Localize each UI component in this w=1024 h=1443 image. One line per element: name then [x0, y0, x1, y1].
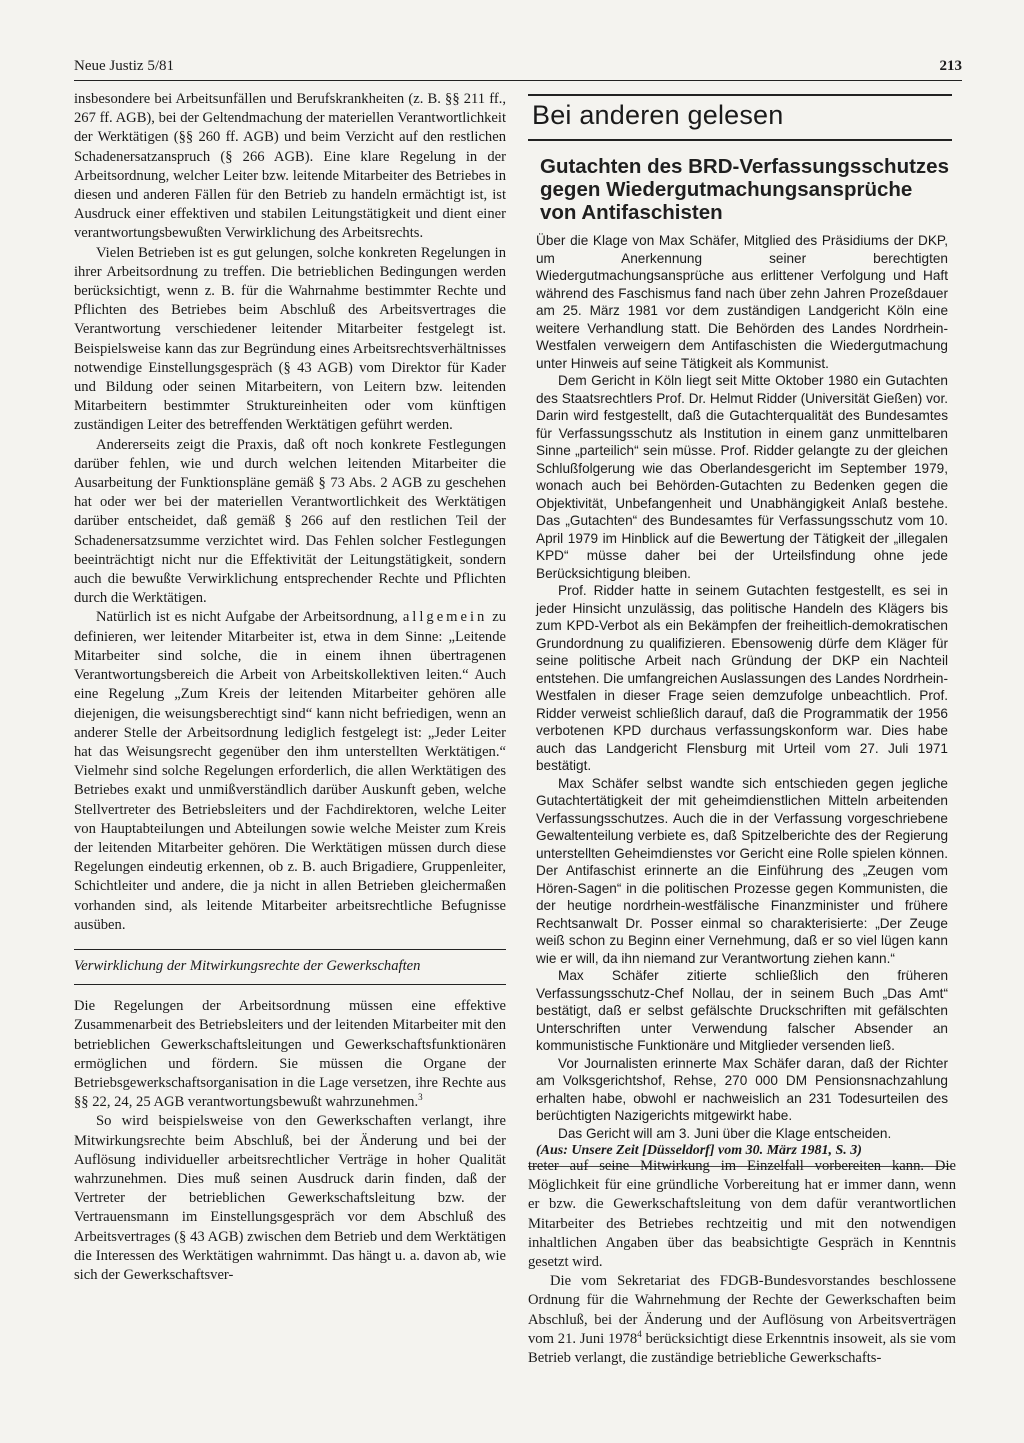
paragraph: insbesondere bei Arbeitsunfällen und Berufskrankheiten (z. B. §§ 211 ff., 267 ff. AGB), bei der Geltendmachung der materiellen Verantwortlichkeit der Werktätigen (§§ 260 ff. AGB) und beim Verzicht auf den restlichen Schadenersatzanspruch (§ 266 AGB). Eine klare Regelung in der Arbeitsordnung, welcher Leiter bzw. leitende Mitarbeiter des Betriebes in diesen und anderen Fällen für den Betrieb zu handeln ermächtigt ist, ist Ausdruck einer effektiven und stabilen Leitungstätigkeit und dient einer verantwortungsbewußten Verwirklichung des Arbeitsrechts.: [74, 91, 506, 242]
source-citation: (Aus: Unsere Zeit [Düsseldorf] vom 30. März 1981, S. 3): [536, 1143, 862, 1158]
page-header: [74, 56, 962, 81]
paragraph: [74, 997, 506, 1112]
paragraph: Über die Klage von Max Schäfer, Mitglied des Präsidiums der DKP, um Anerkennung seiner berechtigten Wiedergutmachungsansprüche aus erlittener Verfolgung und Haft während des Faschismus fand nach über zehn Jahren Prozeßdauer am 25. März 1981 vor dem zuständigen Landgericht Köln eine weitere Verhandlung statt. Die Behörden des Landes Nordrhein-Westfalen verweigern dem Antifaschisten die Wiedergutmachung unter Hinweis auf seine Tätigkeit als Kommunist.: [536, 233, 948, 371]
page-number: 213: [939, 58, 962, 74]
reading-box: [528, 94, 952, 1167]
paragraph: [528, 1272, 956, 1368]
footnote-marker: 4: [637, 1328, 642, 1339]
article-title: Gutachten des BRD-Verfassungsschutzes gegen Wiedergutmachungsansprüche von Antifaschisten: [540, 155, 949, 224]
paragraph: Dem Gericht in Köln liegt seit Mitte Oktober 1980 ein Gutachten des Staatsrechtlers Prof. Dr. Helmut Ridder (Universität Gießen) vor. Darin wird festgestellt, daß die Gutachterqualität des Bundesamtes für Verfassungsschutz als Institution in einem ganz unmittelbaren Sinne „parteilich“ sein müsse. Prof. Ridder gelangte zu der gleichen Schlußfolgerung wie das Oberlandesgericht im September 1979, wonach auch bei Behörden-Gutachten zu Bedenken gegen die Objektivität, Unbefangenheit und Unabhängigkeit Anlaß bestehe. Das „Gutachten“ des Bundesamtes für Verfassungsschutz vom 10. April 1979 im Hinblick auf die Bewertung der Tätigkeit der „illegalen KPD“ müsse daher bei der Urteilsfindung ohne jede Berücksichtigung bleiben.: [536, 373, 948, 581]
paragraph: [74, 608, 506, 934]
paragraph: Prof. Ridder hatte in seinem Gutachten festgestellt, es sei in jeder Hinsicht unzulässig, das politische Handeln des Klägers bis zum KPD-Verbot als ein Bekämpfen der freiheitlich-demokratischen Grundordnung zu qualifizieren. Ebensowenig dürfe dem Kläger für seine politische Arbeit nach Gründung der DKP ein Nachteil entstehen. Die umfangreichen Auslassungen des Landes Nordrhein-Westfalen in dieser Frage seien demzufolge unbeachtlich. Prof. Ridder verweist schließlich darauf, daß die Programmatik der 1956 verbotenen KPD durchaus verfassungskonform war. Dies habe auch das Landgericht Flensburg mit Urteil vom 27. Juli 1971 bestätigt.: [536, 583, 948, 773]
text-run: zu definieren, wer leitender Mitarbeiter ist, etwa in dem Sinne: „Leitende Mitarbeiter sind solche, die in einem ihnen übertragenen Verantwortungsbereich die Arbeit von Arbeitskollektiven leiten.“ Auch eine Regelung „Zum Kreis der leitenden Mitarbeiter gehören alle diejenigen, die weisungsberechtigt sind“ kann nicht befriedigen, wenn an anderer Stelle der Arbeitsordnung lediglich festgelegt ist: „Jeder Leiter hat das Weisungsrecht gegenüber den ihm unterstellten Werktätigen.“ Vielmehr sind solche Regelungen erforderlich, die allen Werktätigen des Betriebes exakt und unmißverständlich darüber Auskunft geben, welche Stellvertreter des Betriebsleiters und der Fachdirektoren, welche Leiter von Hauptabteilungen und Abteilungen sowie welche Meister zum Kreis der leitenden Mitarbeiter gehören. Die Werktätigen müssen durch diese Regelungen eindeutig erkennen, ob z. B. auch Brigadiere, Gruppenleiter, Schichtleiter und andere, die ja nicht in allen Betrieben gleichermaßen vorhanden sind, als leitende Mitarbeiter arbeitsrechtliche Befugnisse ausüben.: [74, 609, 506, 933]
box-heading: Bei anderen gelesen: [528, 94, 952, 141]
text-run: berücksichtigt diese Erkenntnis insoweit, als sie vom Betrieb verlangt, die zuständige betriebliche Gewerkschafts-: [528, 1330, 956, 1367]
paragraph: So wird beispielsweise von den Gewerkschaften verlangt, ihre Mitwirkungsrechte beim Abschluß, bei der Änderung und bei der Auflösung individueller arbeitsrechtlicher Verträge in hoher Qualität wahrzunehmen. Dies muß seinen Ausdruck darin finden, daß der Vertreter der betrieblichen Gewerkschaftsleitung bzw. der Vertrauensmann im Einstellungsgespräch vor dem Abschluß des Arbeitsvertrages (§ 43 AGB) zwischen dem Betrieb und dem Werktätigen die Interessen des Werktätigen wahrnimmt. Das hängt u. a. davon ab, wie sich der Gewerkschaftsver-: [74, 1113, 506, 1283]
right-column-bottom: [528, 1157, 956, 1368]
paragraph: treter auf seine Mitwirkung im Einzelfall vorbereiten kann. Die Möglichkeit für eine gründliche Vorbereitung hat er immer dann, wenn er bzw. die Gewerkschaftsleitung von dem dafür verantwortlichen Mitarbeiter des Betriebes rechtzeitig und mit den notwendigen inhaltlichen Angaben über das beabsichtigte Gespräch in Kenntnis gesetzt wird.: [528, 1158, 956, 1271]
text-run: Die Regelungen der Arbeitsordnung müssen eine effektive Zusammenarbeit des Betriebsleiters und der leitenden Mitarbeiter mit den betrieblichen Gewerkschaftsleitungen und Gewerkschaftsfunktionären ermöglichen und fördern. Sie müssen die Organe der Betriebsgewerkschaftsorganisation in die Lage versetzen, ihre Rechte aus §§ 22, 24, 25 AGB verantwortungsbewußt wahrzunehmen.: [74, 998, 506, 1111]
paragraph: Vor Journalisten erinnerte Max Schäfer daran, daß der Richter am Volksgerichtshof, Rehse, 270 000 DM Pensionsnachzahlung erhalten habe, obwohl er nachweislich an 231 Todesurteilen des berüchtigten Nazigerichts mitgewirkt habe.: [536, 1055, 948, 1123]
text-run: Die vom Sekretariat des FDGB-Bundesvorstandes beschlossene Ordnung für die Wahrnehmung der Rechte der Gewerkschaften beim Abschluß, bei der Änderung und der Auflösung von Arbeitsverträgen vom 21. Juni 1978: [528, 1273, 956, 1347]
text-run: Natürlich ist es nicht Aufgabe der Arbeitsordnung,: [96, 609, 403, 626]
paragraph: Andererseits zeigt die Praxis, daß oft noch konkrete Festlegungen darüber fehlen, wie und durch welchen leitenden Mitarbeiter die Ausarbeitung der Funktionspläne gemäß § 73 Abs. 2 AGB zu geschehen hat oder wer bei der materiellen Verantwortlichkeit des Werktätigen darüber entscheidet, daß gemäß § 266 auf den restlichen Teil der Schadenersatzsumme verzichtet wird. Das Fehlen solcher Festlegungen beeinträchtigt nicht nur die Effektivität der Leitungstätigkeit, sondern auch die bewußte Verwirklichung entsprechender Rechte und Pflichten durch die Werktätigen.: [74, 436, 506, 607]
paragraph: Das Gericht will am 3. Juni über die Klage entscheiden.: [558, 1125, 892, 1141]
journal-issue: Neue Justiz 5/81: [74, 58, 174, 74]
paragraph: Max Schäfer selbst wandte sich entschieden gegen jegliche Gutachtertätigkeit der mit geheimdienstlichen Mitteln arbeitenden Verfassungsschutzes. Auch die in der Verfassung vorgeschriebene Gewaltenteilung verbiete es, daß Spitzelberichte des der Regierung unterstellten Geheimdienstes vor Gericht eine Rolle spielen können. Der Antifaschist erinnerte an die Einführung des „Zeugen vom Hören-Sagen“ in die politischen Prozesse gegen Kommunisten, die der heutige nordrhein-westfälische Finanzminister und frühere Rechtsanwalt Dr. Posser einmal so charakterisierte: „Der Zeuge weiß schon zu Beginn einer Vernehmung, daß er so viel lügen kann wie er will, da ihn niemand zur Verantwortung ziehen kann.“: [536, 775, 948, 966]
paragraph: Vielen Betrieben ist es gut gelungen, solche konkreten Regelungen in ihrer Arbeitsordnung zu treffen. Die betrieblichen Bedingungen werden berücksichtigt, wenn z. B. für die Wahrnahme bestimmter Rechte und Pflichten des Betriebes beim Abschluß des Arbeitsvertrages die Verantwortung verschiedener leitender Mitarbeiter festgelegt ist. Beispielsweise kann das zur Begründung eines Arbeitsrechtsverhältnisses notwendige Einstellungsgespräch (§ 43 AGB) vom Direktor für Kader und Bildung oder seinen Mitarbeitern, von Leitern bzw. leitenden Mitarbeitern bestimmter Struktureinheiten oder vom künftigen zuständigen Leiter des betreffenden Werktätigen geführt werden.: [74, 244, 506, 434]
left-column: [74, 90, 506, 1285]
spaced-emphasis: allgemein: [402, 609, 488, 626]
section-heading: Verwirklichung der Mitwirkungsrechte der Gewerkschaften: [74, 949, 506, 985]
article-body: [528, 232, 952, 1166]
footnote-marker: 3: [418, 1092, 423, 1103]
paragraph: Max Schäfer zitierte schließlich den früheren Verfassungsschutz-Chef Nollau, der in seinem Buch „Das Amt“ bestätigt, daß er selbst gefälschte Druckschriften mit gefälschten Unterschriften unter Verwendung falscher Absender an kommunistische Funktionäre und Mitglieder versenden ließ.: [536, 968, 948, 1053]
